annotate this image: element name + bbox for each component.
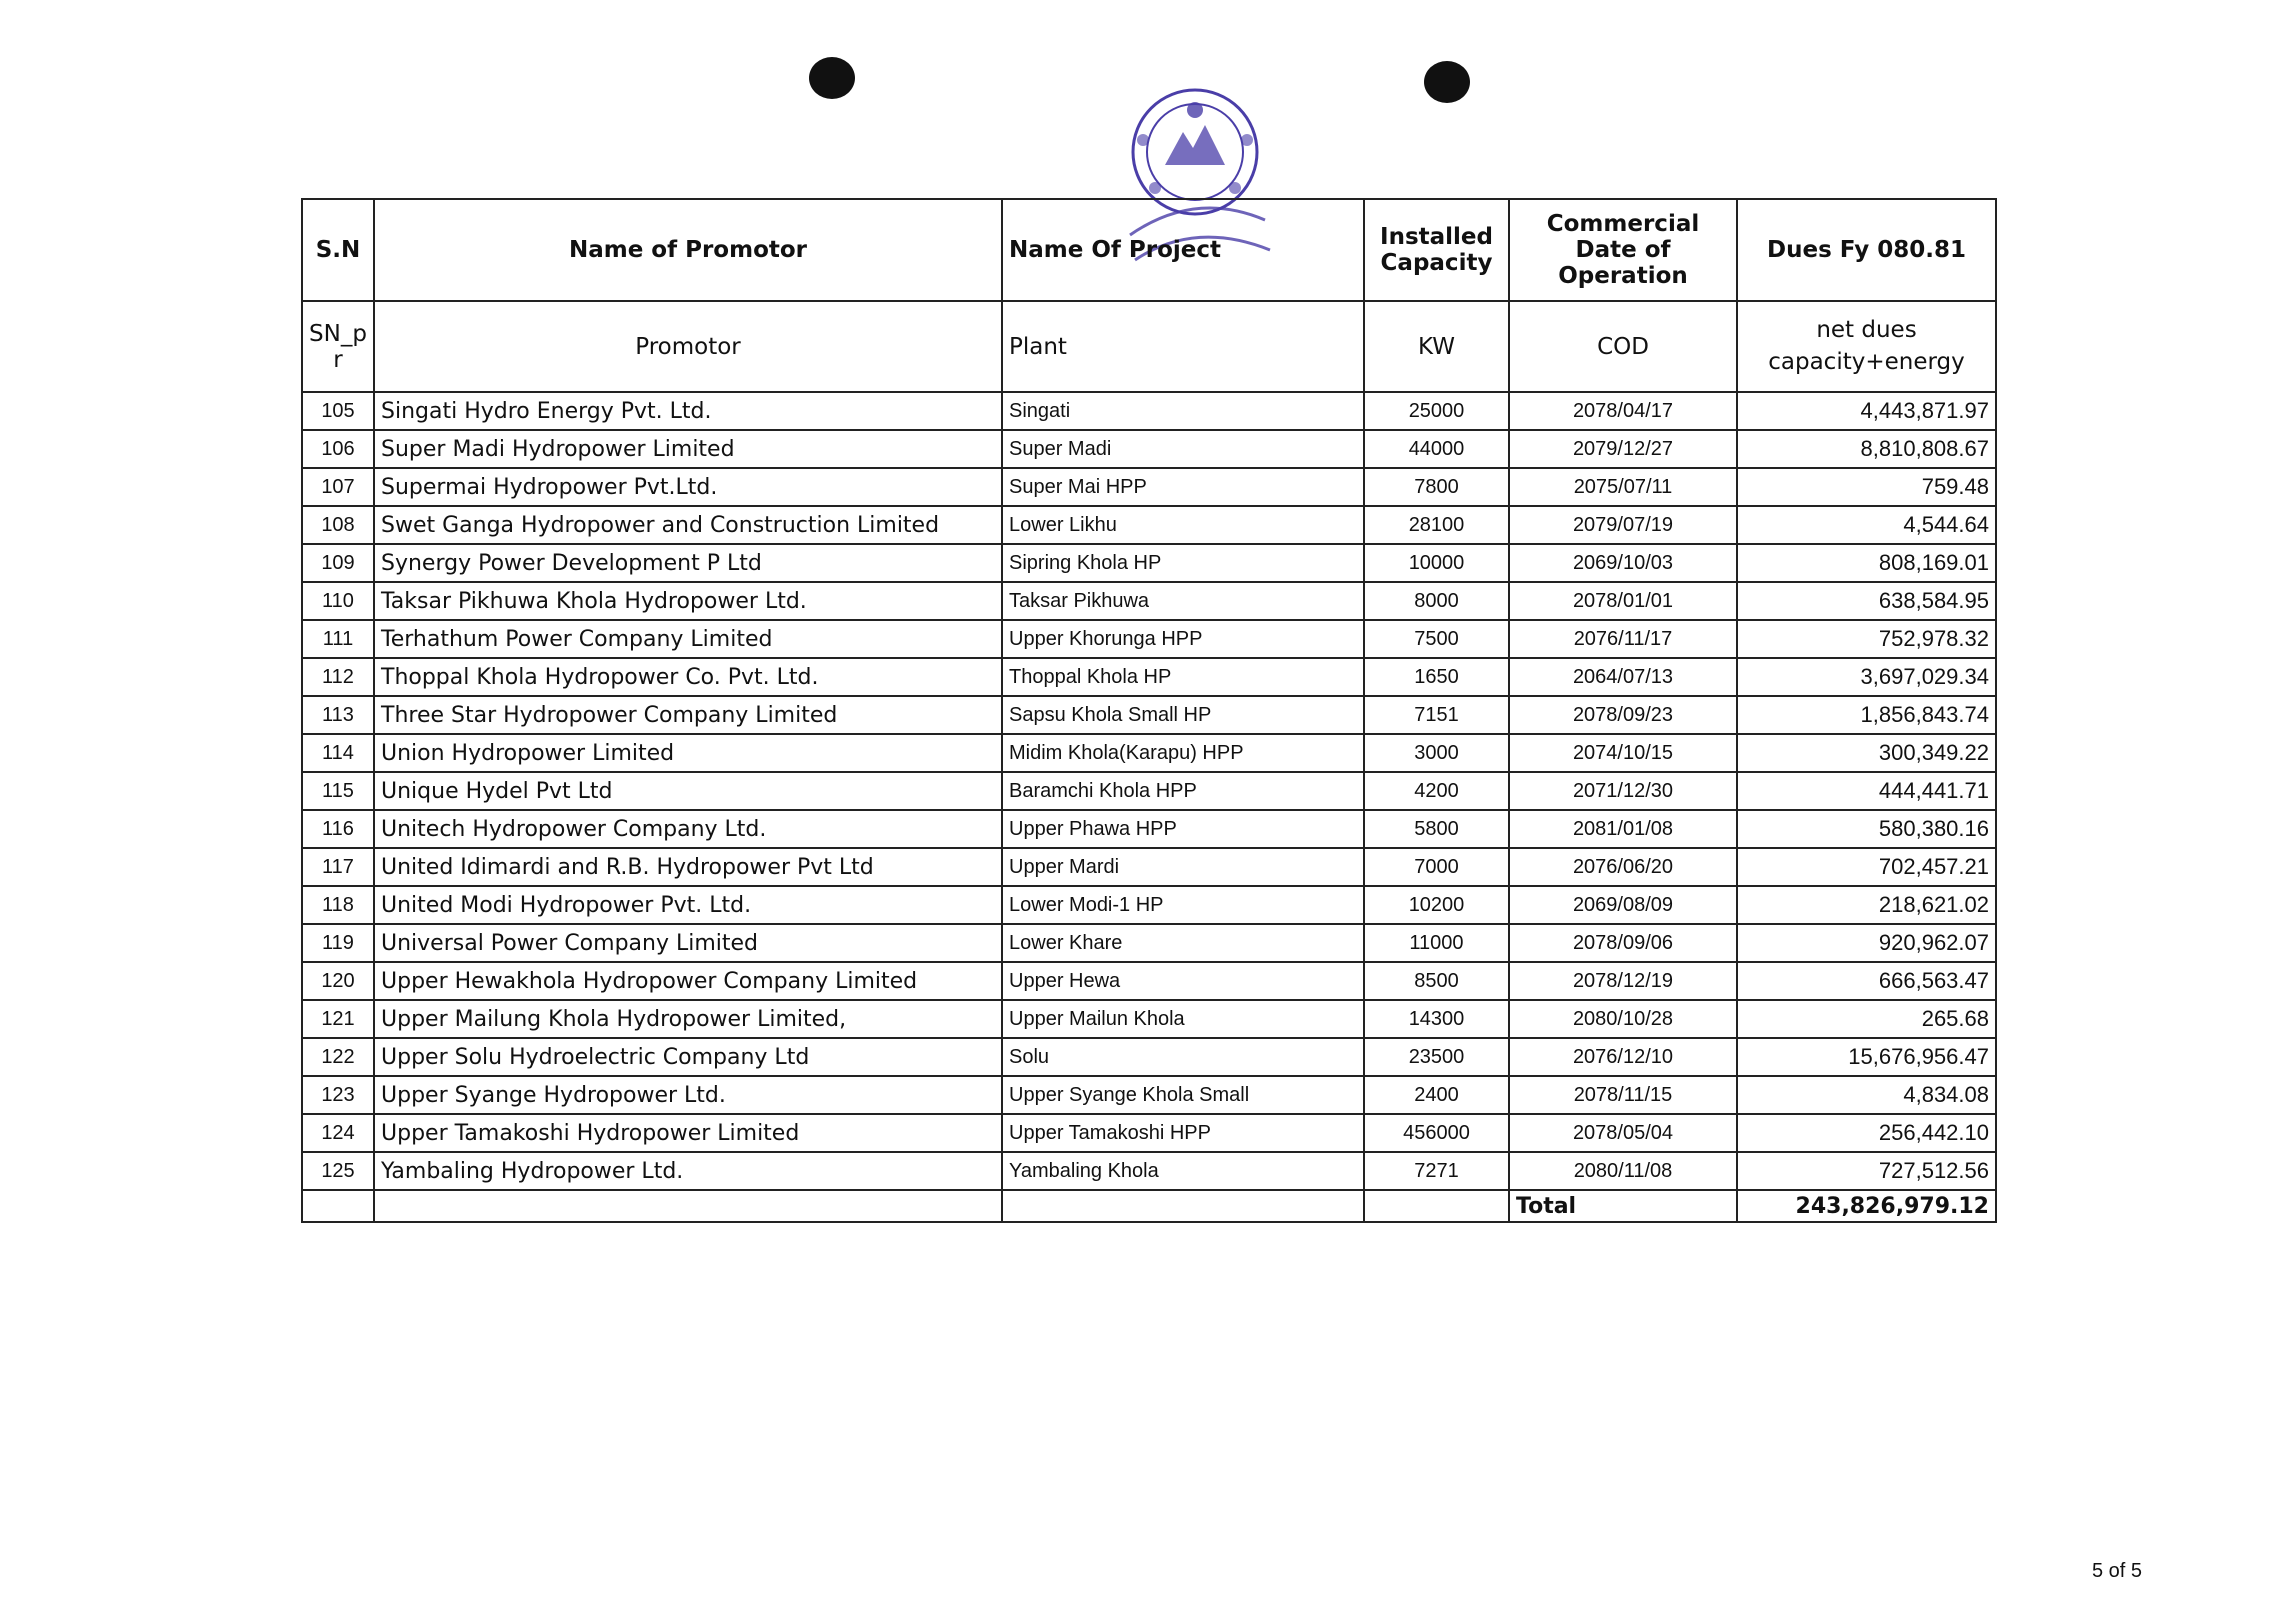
cell-dues: 300,349.22 [1737,734,1996,772]
cell-capacity: 11000 [1364,924,1509,962]
subheader-dues: net dues capacity+energy [1737,301,1996,392]
cell-project: Sipring Khola HP [1002,544,1364,582]
table-row [302,1038,1996,1076]
cell-cod: 2076/06/20 [1509,848,1737,886]
cell-project: Upper Syange Khola Small [1002,1076,1364,1114]
header-promotor: Name of Promotor [374,199,1002,301]
cell-dues: 256,442.10 [1737,1114,1996,1152]
cell-cod: 2078/09/06 [1509,924,1737,962]
total-row [302,1190,1996,1222]
cell-sn: 122 [302,1038,374,1076]
table-row [302,1000,1996,1038]
cell-dues: 218,621.02 [1737,886,1996,924]
cell-promotor: Universal Power Company Limited [374,924,1002,962]
cell-capacity: 1650 [1364,658,1509,696]
cell-capacity: 14300 [1364,1000,1509,1038]
cell-capacity: 10000 [1364,544,1509,582]
cell-cod: 2079/12/27 [1509,430,1737,468]
cell-cod: 2069/10/03 [1509,544,1737,582]
cell-sn: 123 [302,1076,374,1114]
table-row [302,392,1996,430]
cell-project: Singati [1002,392,1364,430]
cell-dues: 265.68 [1737,1000,1996,1038]
cell-cod: 2080/11/08 [1509,1152,1737,1190]
cell-dues: 4,544.64 [1737,506,1996,544]
punch-hole-left [809,57,855,99]
cell-project: Yambaling Khola [1002,1152,1364,1190]
cell-cod: 2064/07/13 [1509,658,1737,696]
table-row [302,620,1996,658]
cell-cod: 2071/12/30 [1509,772,1737,810]
header-dues: Dues Fy 080.81 [1737,199,1996,301]
cell-sn: 109 [302,544,374,582]
cell-capacity: 23500 [1364,1038,1509,1076]
cell-capacity: 7151 [1364,696,1509,734]
cell-cod: 2078/11/15 [1509,1076,1737,1114]
cell-promotor: United Idimardi and R.B. Hydropower Pvt Ltd [374,848,1002,886]
cell-promotor: Thoppal Khola Hydropower Co. Pvt. Ltd. [374,658,1002,696]
table-row [302,810,1996,848]
cell-sn: 112 [302,658,374,696]
cell-promotor: Three Star Hydropower Company Limited [374,696,1002,734]
cell-sn: 120 [302,962,374,1000]
cell-dues: 759.48 [1737,468,1996,506]
table-row [302,924,1996,962]
header-cod: Commercial Date of Operation [1509,199,1737,301]
page-number: 5 of 5 [2091,1560,2142,1582]
table-row [302,658,1996,696]
cell-sn: 111 [302,620,374,658]
cell-capacity: 456000 [1364,1114,1509,1152]
cell-project: Taksar Pikhuwa [1002,582,1364,620]
subheader-capacity: KW [1364,301,1509,392]
cell-capacity: 8500 [1364,962,1509,1000]
subheader-cod: COD [1509,301,1737,392]
total-empty-cell [302,1190,374,1222]
cell-dues: 808,169.01 [1737,544,1996,582]
cell-dues: 752,978.32 [1737,620,1996,658]
cell-project: Upper Tamakoshi HPP [1002,1114,1364,1152]
cell-cod: 2078/01/01 [1509,582,1737,620]
cell-sn: 117 [302,848,374,886]
cell-project: Solu [1002,1038,1364,1076]
table-row [302,696,1996,734]
cell-promotor: Supermai Hydropower Pvt.Ltd. [374,468,1002,506]
table-subheader-row [302,301,1996,392]
cell-capacity: 8000 [1364,582,1509,620]
total-empty-cell [374,1190,1002,1222]
cell-promotor: Synergy Power Development P Ltd [374,544,1002,582]
table-row [302,962,1996,1000]
cell-promotor: Unique Hydel Pvt Ltd [374,772,1002,810]
cell-promotor: United Modi Hydropower Pvt. Ltd. [374,886,1002,924]
table-row [302,506,1996,544]
cell-sn: 124 [302,1114,374,1152]
cell-project: Super Madi [1002,430,1364,468]
cell-promotor: Yambaling Hydropower Ltd. [374,1152,1002,1190]
cell-sn: 118 [302,886,374,924]
cell-project: Midim Khola(Karapu) HPP [1002,734,1364,772]
cell-project: Lower Modi-1 HP [1002,886,1364,924]
cell-capacity: 3000 [1364,734,1509,772]
subheader-sn: SN_pr [302,301,374,392]
cell-promotor: Upper Hewakhola Hydropower Company Limited [374,962,1002,1000]
cell-sn: 105 [302,392,374,430]
cell-capacity: 7800 [1364,468,1509,506]
cell-dues: 4,443,871.97 [1737,392,1996,430]
total-label: Total [1509,1190,1737,1222]
table-header-row [302,199,1996,301]
cell-capacity: 7000 [1364,848,1509,886]
header-sn: S.N [302,199,374,301]
cell-dues: 444,441.71 [1737,772,1996,810]
cell-sn: 116 [302,810,374,848]
cell-capacity: 25000 [1364,392,1509,430]
cell-cod: 2078/12/19 [1509,962,1737,1000]
table-row [302,1114,1996,1152]
cell-dues: 4,834.08 [1737,1076,1996,1114]
cell-capacity: 7271 [1364,1152,1509,1190]
cell-capacity: 2400 [1364,1076,1509,1114]
cell-promotor: Upper Solu Hydroelectric Company Ltd [374,1038,1002,1076]
cell-dues: 920,962.07 [1737,924,1996,962]
cell-project: Thoppal Khola HP [1002,658,1364,696]
cell-capacity: 44000 [1364,430,1509,468]
cell-project: Upper Khorunga HPP [1002,620,1364,658]
cell-dues: 727,512.56 [1737,1152,1996,1190]
cell-dues: 580,380.16 [1737,810,1996,848]
cell-promotor: Union Hydropower Limited [374,734,1002,772]
subheader-project: Plant [1002,301,1364,392]
subheader-promotor: Promotor [374,301,1002,392]
cell-cod: 2069/08/09 [1509,886,1737,924]
table-row [302,430,1996,468]
header-project: Name Of Project [1002,199,1364,301]
cell-cod: 2075/07/11 [1509,468,1737,506]
header-capacity: Installed Capacity [1364,199,1509,301]
cell-capacity: 28100 [1364,506,1509,544]
cell-cod: 2078/04/17 [1509,392,1737,430]
cell-sn: 107 [302,468,374,506]
cell-capacity: 5800 [1364,810,1509,848]
cell-sn: 114 [302,734,374,772]
dues-table [301,198,1997,1223]
cell-sn: 108 [302,506,374,544]
table-row [302,848,1996,886]
cell-project: Lower Khare [1002,924,1364,962]
cell-project: Baramchi Khola HPP [1002,772,1364,810]
cell-cod: 2080/10/28 [1509,1000,1737,1038]
cell-sn: 125 [302,1152,374,1190]
cell-cod: 2079/07/19 [1509,506,1737,544]
cell-promotor: Singati Hydro Energy Pvt. Ltd. [374,392,1002,430]
table-row [302,886,1996,924]
cell-dues: 8,810,808.67 [1737,430,1996,468]
cell-promotor: Unitech Hydropower Company Ltd. [374,810,1002,848]
cell-project: Lower Likhu [1002,506,1364,544]
cell-sn: 110 [302,582,374,620]
cell-sn: 121 [302,1000,374,1038]
cell-promotor: Taksar Pikhuwa Khola Hydropower Ltd. [374,582,1002,620]
cell-sn: 113 [302,696,374,734]
cell-project: Upper Mardi [1002,848,1364,886]
cell-sn: 115 [302,772,374,810]
table-row [302,544,1996,582]
cell-project: Upper Hewa [1002,962,1364,1000]
cell-cod: 2076/12/10 [1509,1038,1737,1076]
table-row [302,734,1996,772]
cell-promotor: Super Madi Hydropower Limited [374,430,1002,468]
cell-promotor: Upper Tamakoshi Hydropower Limited [374,1114,1002,1152]
cell-promotor: Upper Mailung Khola Hydropower Limited, [374,1000,1002,1038]
cell-promotor: Upper Syange Hydropower Ltd. [374,1076,1002,1114]
cell-cod: 2078/05/04 [1509,1114,1737,1152]
cell-project: Super Mai HPP [1002,468,1364,506]
cell-cod: 2081/01/08 [1509,810,1737,848]
cell-capacity: 7500 [1364,620,1509,658]
table-row [302,582,1996,620]
cell-dues: 666,563.47 [1737,962,1996,1000]
cell-dues: 3,697,029.34 [1737,658,1996,696]
cell-dues: 15,676,956.47 [1737,1038,1996,1076]
cell-cod: 2076/11/17 [1509,620,1737,658]
total-value: 243,826,979.12 [1737,1190,1996,1222]
cell-dues: 638,584.95 [1737,582,1996,620]
cell-capacity: 4200 [1364,772,1509,810]
total-empty-cell [1002,1190,1364,1222]
table-row [302,1152,1996,1190]
cell-project: Upper Phawa HPP [1002,810,1364,848]
cell-project: Upper Mailun Khola [1002,1000,1364,1038]
table-row [302,1076,1996,1114]
cell-dues: 1,856,843.74 [1737,696,1996,734]
cell-dues: 702,457.21 [1737,848,1996,886]
cell-sn: 106 [302,430,374,468]
cell-project: Sapsu Khola Small HP [1002,696,1364,734]
cell-promotor: Terhathum Power Company Limited [374,620,1002,658]
cell-cod: 2074/10/15 [1509,734,1737,772]
cell-cod: 2078/09/23 [1509,696,1737,734]
cell-capacity: 10200 [1364,886,1509,924]
cell-sn: 119 [302,924,374,962]
cell-promotor: Swet Ganga Hydropower and Construction Limited [374,506,1002,544]
punch-hole-right [1424,61,1470,103]
total-empty-cell [1364,1190,1509,1222]
table-row [302,772,1996,810]
table-row [302,468,1996,506]
